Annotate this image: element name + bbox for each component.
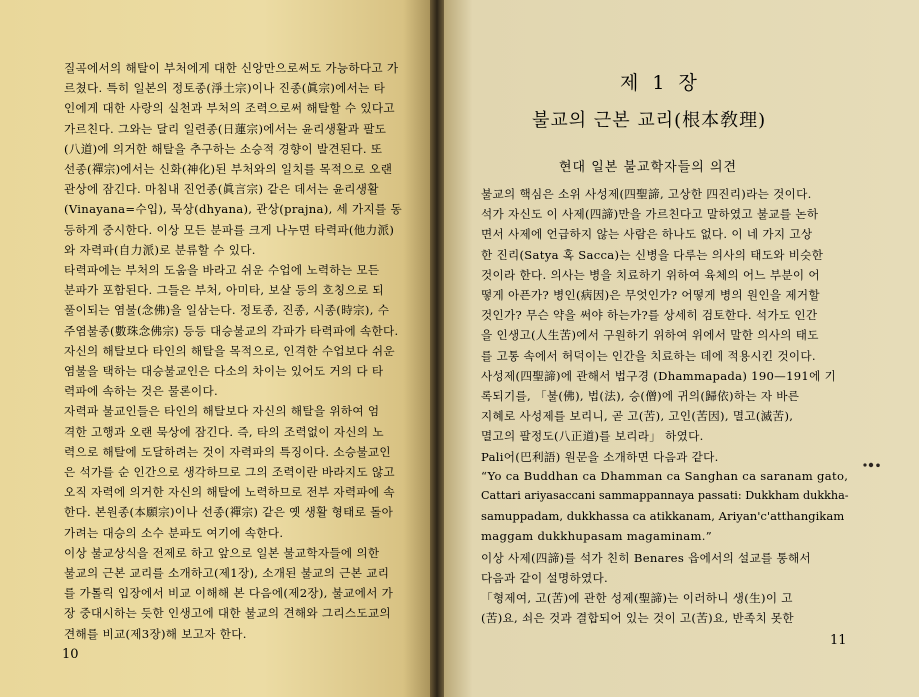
text-line: 이상 불교상식을 전제로 하고 앞으로 일본 불교학자들에 의한 xyxy=(64,545,380,560)
text-line: 염불을 택하는 대승불교인은 다소의 차이는 있어도 거의 다 타 xyxy=(64,364,384,378)
text-line: 록되기를, 「불(佛), 법(法), 승(僧)에 귀의(歸依)하는 자 바른 xyxy=(481,389,800,403)
text-line: 오직 자력에 의거한 자신의 해탈에 노력하므로 전부 자력파에 속 xyxy=(64,485,395,500)
text-line: 한다. 본원종(本願宗)이나 선종(禪宗) 같은 옛 생활 형태로 돌아 xyxy=(64,505,394,520)
text-line: 석가 자신도 이 사제(四諦)만을 가르친다고 말하였고 불교를 논하 xyxy=(481,207,819,222)
text-line: 선종(禪宗)에서는 신화(神化)된 부처와의 일치를 목적으로 오랜 xyxy=(64,162,393,176)
text-line: 관상에 잠긴다. 마침내 진언종(眞言宗) 같은 데서는 윤리생활 xyxy=(64,182,379,197)
text-line: 등하게 중시한다. 이상 모든 분파를 크게 나누면 타력파(他力派) xyxy=(64,222,395,237)
text-line: maggam dukkhupasam magaminam.” xyxy=(481,529,713,544)
text-line: 면서 사제에 언급하지 않는 사람은 하나도 없다. 이 네 가지 고상 xyxy=(481,227,813,242)
text-line: 「형제여, 고(苦)에 관한 성제(聖諦)는 이러하니 생(生)이 고 xyxy=(481,591,793,605)
text-line: 를 가톨릭 입장에서 비교 이해해 본 다음에(제2장), 불교에서 가 xyxy=(64,586,394,601)
text-line: “Yo ca Buddhan ca Dhamman ca Sanghan ca saranam gato, xyxy=(481,468,849,483)
text-line: 멸고의 팔정도(八正道)를 보리라」 하였다. xyxy=(481,429,704,444)
text-line: 사성제(四聖諦)에 관해서 법구경 (Dhammapada) 190—191에 기 xyxy=(481,368,837,383)
text-line: 불교의 핵심은 소위 사성제(四聖諦, 고상한 四진리)라는 것이다. xyxy=(481,187,812,201)
text-line: (八道)에 의거한 해탈을 추구하는 소승적 경향이 발견된다. 또 xyxy=(64,141,383,156)
text-line: 가려는 대승의 소수 분파도 여기에 속한다. xyxy=(64,525,284,540)
text-line: 인에게 대한 사랑의 실천과 부처의 조력으로써 해탈할 수 있다고 xyxy=(64,101,395,116)
text-line: 타력파에는 부처의 도움을 바라고 쉬운 수업에 노력하는 모든 xyxy=(64,263,380,277)
text-line: 르쳤다. 특히 일본의 정토종(淨土宗)이나 진종(眞宗)에서는 타 xyxy=(64,81,386,96)
text-line: 은 석가를 순 인간으로 생각하므로 그의 조력이란 바라지도 않고 xyxy=(64,465,395,479)
left-page-number: 10 xyxy=(62,647,79,662)
text-line: 주염불종(數珠念佛宗) 등등 대승불교의 각파가 타력파에 속한다. xyxy=(64,323,399,338)
text-line: 것이라 한다. 의사는 병을 치료하기 위하여 육체의 어느 부분이 어 xyxy=(481,267,820,282)
text-line: 자력파 불교인들은 타인의 해탈보다 자신의 해탈을 위하여 엄 xyxy=(64,404,380,419)
text-line: 자신의 해탈보다 타인의 해탈을 목적으로, 인격한 수업보다 쉬운 xyxy=(64,343,395,358)
text-line: 와 자력파(自力派)로 분류할 수 있다. xyxy=(64,242,256,257)
section-subtitle: 현대 일본 불교학자들의 의견 xyxy=(559,160,738,175)
text-line: 격한 고행과 오랜 묵상에 잠긴다. 즉, 타의 조력없이 자신의 노 xyxy=(64,424,384,439)
text-line: Cattari ariyasaccani sammappannaya passati: Dukkham dukkha- xyxy=(481,489,849,502)
text-line: 떻게 아픈가? 병인(病因)은 무엇인가? 어떻게 병의 원인을 제거할 xyxy=(481,288,820,302)
text-line: (Vinayana=수입), 묵상(dhyana), 관상(prajna), 세 가지를 동 xyxy=(64,202,403,217)
text-line: 한 진리(Satya 혹 Sacca)는 신병을 다루는 의사의 태도와 비슷한 xyxy=(481,247,824,262)
text-line: 풀이되는 염불(念佛)을 일삼는다. 정토종, 진종, 시종(時宗), 수 xyxy=(64,303,390,318)
text-line: 력파에 속하는 것은 물론이다. xyxy=(64,384,218,399)
text-line: 견해를 비교(제3장)해 보고자 한다. xyxy=(64,626,247,641)
text-line: 지혜로 사성제를 보리니, 곧 고(苦), 고인(苦因), 멸고(滅苦), xyxy=(481,409,794,424)
chapter-heading: 제 1 장 xyxy=(620,72,701,94)
text-line: 분파가 포함된다. 그들은 부처, 아미타, 보살 등의 호칭으로 되 xyxy=(64,283,384,298)
text-line: 불교의 근본 교리를 소개하고(제1장), 소개된 불교의 근본 교리 xyxy=(64,566,390,580)
book-gutter xyxy=(430,0,444,697)
text-line: 이상 사제(四諦)를 석가 친히 Benares 읍에서의 설교를 통해서 xyxy=(481,550,812,565)
text-line: 장 중대시하는 듯한 인생고에 대한 불교의 견해와 그리스도교의 xyxy=(64,606,391,621)
ink-spot-mark xyxy=(862,462,884,468)
chapter-title: 불교의 근본 교리(根本敎理) xyxy=(532,110,767,131)
text-line: 질곡에서의 해탈이 부처에게 대한 신앙만으로써도 가능하다고 가 xyxy=(64,61,399,75)
text-line: 것인가? 무슨 약을 써야 하는가?를 상세히 검토한다. 석가도 인간 xyxy=(481,308,818,323)
text-line: 가르친다. 그와는 달리 일련종(日蓮宗)에서는 윤리생활과 팔도 xyxy=(64,121,387,136)
text-line: samuppadam, dukkhassa ca atikkanam, Ariyan'c'atthangikam xyxy=(481,509,845,524)
text-line: 력으로 해탈에 도달하려는 것이 자력파의 특징이다. 소승불교인 xyxy=(64,444,391,459)
text-line: Pali어(巴利語) 원문을 소개하면 다음과 같다. xyxy=(481,449,719,464)
text-line: (苦)요, 쇠은 것과 결합되어 있는 것이 고(苦)요, 반족치 못한 xyxy=(481,611,794,626)
text-line: 다음과 같이 설명하였다. xyxy=(481,570,608,585)
text-line: 를 고통 속에서 허덕이는 인간을 치료하는 데에 적용시킨 것이다. xyxy=(481,348,816,363)
text-line: 을 인생고(人生苦)에서 구원하기 위하여 위에서 말한 의사의 태도 xyxy=(481,328,819,343)
right-page-number: 11 xyxy=(830,633,847,648)
